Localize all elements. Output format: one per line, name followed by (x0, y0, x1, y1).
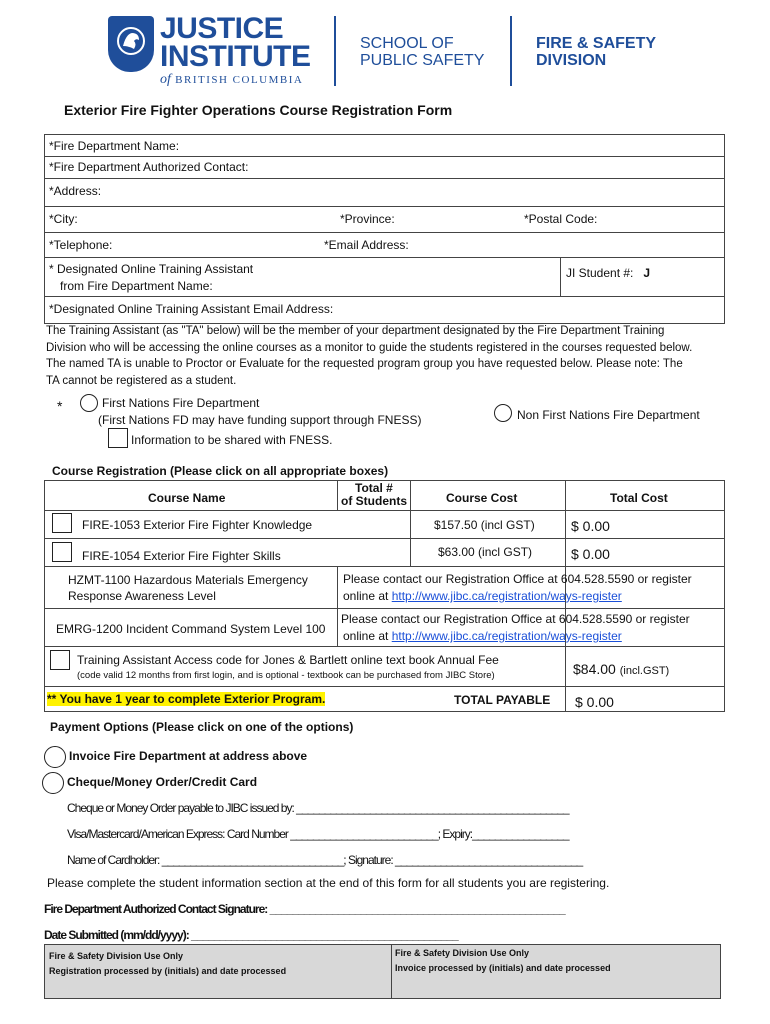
ta-name-field[interactable] (49, 262, 253, 276)
ta-access-gst: (incl.GST) (619, 665, 670, 677)
total-cost-fire-1054: $ 0.00 (571, 546, 610, 562)
logo-of: of (160, 72, 171, 87)
payment-invoice-label: Invoice Fire Department at address above (69, 749, 308, 763)
city-field[interactable]: *City: (49, 212, 78, 226)
fn-required-star: * (57, 398, 63, 414)
ta-email-field[interactable]: *Designated Online Training Assistant Email Address: (49, 302, 334, 316)
ta-access-price-value: $84.00 (573, 661, 616, 677)
address-field[interactable]: *Address: (49, 184, 102, 198)
hzmt-contact-l1: Please contact our Registration Office at 604.528.5590 or register (343, 572, 692, 586)
province-field[interactable]: *Province: (340, 212, 395, 226)
division-line1: FIRE & SAFETY (536, 35, 657, 52)
logo-text-bc (160, 72, 303, 88)
emrg-online-at: online at (343, 629, 389, 643)
office-use-left-l2: Registration processed by (initials) and date processed (49, 966, 287, 976)
postal-code-field[interactable]: *Postal Code: (524, 212, 598, 226)
non-first-nations-label: Non First Nations Fire Department (517, 408, 700, 422)
payment-cheque-radio[interactable] (42, 772, 64, 794)
office-use-right-l2: Invoice processed by (initials) and date processed (395, 963, 611, 973)
cheque-issued-by-field[interactable]: Cheque or Money Order payable to JIBC issued by: ________________________________________________ (67, 801, 569, 815)
share-fness-checkbox[interactable] (108, 428, 128, 448)
ta-access-checkbox[interactable] (50, 650, 70, 670)
course-checkbox-fire-1054[interactable] (52, 542, 72, 562)
school-name (360, 35, 484, 69)
first-nations-radio[interactable] (80, 394, 98, 412)
ta-star: * (49, 262, 54, 276)
total-payable-label: TOTAL PAYABLE (454, 693, 551, 707)
course-checkbox-fire-1053[interactable] (52, 513, 72, 533)
lion-crest-icon (108, 16, 154, 72)
ta-name-label-l1: Designated Online Training Assistant (57, 262, 254, 276)
course-name-fire-1054: FIRE-1054 Exterior Fire Fighter Skills (82, 549, 281, 563)
emrg-register-link[interactable]: http://www.jibc.ca/registration/ways-register (391, 629, 622, 643)
col-course-name: Course Name (148, 491, 226, 505)
telephone-field[interactable]: *Telephone: (49, 238, 113, 252)
email-field[interactable]: *Email Address: (324, 238, 409, 252)
course-registration-heading: Course Registration (Please click on all appropriate boxes) (52, 464, 389, 478)
course-cost-fire-1054: $63.00 (incl GST) (438, 545, 533, 559)
school-line2: PUBLIC SAFETY (360, 52, 485, 69)
emrg-contact-l2 (343, 629, 622, 643)
logo-bc-text: BRITISH COLUMBIA (175, 74, 304, 86)
office-use-left-l1: Fire & Safety Division Use Only (49, 951, 184, 961)
ta-name-label-l2: from Fire Department Name: (60, 279, 213, 293)
payment-heading: Payment Options (Please click on one of the options) (50, 720, 354, 734)
logo-text-institute: INSTITUTE (160, 40, 311, 73)
course-name-hzmt-1100-l2: Response Awareness Level (68, 589, 216, 603)
header-divider (334, 16, 336, 86)
school-line1: SCHOOL OF (360, 35, 454, 52)
dept-name-field[interactable]: *Fire Department Name: (49, 139, 180, 153)
emrg-contact-l1: Please contact our Registration Office at 604.528.5590 or register (341, 612, 690, 626)
ta-access-note: (code valid 12 months from first login, and is optional - textbook can be purchased from JIBC Store) (77, 670, 495, 681)
page-title: Exterior Fire Fighter Operations Course Registration Form (64, 102, 453, 118)
course-name-hzmt-1100-l1: HZMT-1100 Hazardous Materials Emergency (68, 573, 308, 587)
col-total-cost: Total Cost (610, 491, 668, 505)
ta-explanation: The Training Assistant (as "TA" below) will be the member of your department designated by the Fire Department Training Division who will be accessing the online courses as a monitor to guide the students registered in the courses requested below. The named TA is unable to Proctor or Evaluate for the requested program group you have requested below. Please note: The TA cannot be registered as a student. (46, 325, 693, 387)
division-line2: DIVISION (536, 52, 607, 69)
ta-access-label: Training Assistant Access code for Jones & Bartlett online text book Annual Fee (77, 653, 499, 667)
total-cost-fire-1053: $ 0.00 (571, 518, 610, 534)
ji-student-field[interactable] (566, 266, 650, 280)
total-payable-value: $ 0.00 (575, 694, 614, 710)
first-nations-label: First Nations Fire Department (102, 396, 260, 410)
office-use-right-l1: Fire & Safety Division Use Only (395, 948, 530, 958)
share-fness-label: Information to be shared with FNESS. (131, 433, 333, 447)
auth-contact-field[interactable]: *Fire Department Authorized Contact: (49, 160, 249, 174)
contact-signature-field[interactable]: Fire Department Authorized Contact Signature: ____________________________________________________ (44, 902, 565, 916)
first-nations-funding-note: (First Nations FD may have funding support through FNESS) (98, 413, 422, 427)
hzmt-register-link[interactable]: http://www.jibc.ca/registration/ways-register (391, 589, 622, 603)
cardholder-signature-field[interactable]: Name of Cardholder: ________________________________; Signature: _________________________________ (67, 853, 583, 867)
col-total-students-l1: Total # (355, 481, 393, 495)
student-info-note: Please complete the student information section at the end of this form for all students you are registering. (47, 876, 610, 890)
logo-text-justice: JUSTICE (160, 12, 284, 45)
payment-cheque-label: Cheque/Money Order/Credit Card (67, 775, 258, 789)
course-name-fire-1053: FIRE-1053 Exterior Fire Fighter Knowledge (82, 518, 313, 532)
division-name (536, 35, 656, 69)
payment-invoice-radio[interactable] (44, 746, 66, 768)
hzmt-contact-l2 (343, 589, 622, 603)
col-course-cost: Course Cost (446, 491, 518, 505)
ji-student-label: JI Student #: (566, 266, 634, 280)
hzmt-online-at: online at (343, 589, 389, 603)
course-name-emrg-1200: EMRG-1200 Incident Command System Level 100 (56, 622, 326, 636)
non-first-nations-radio[interactable] (494, 404, 512, 422)
one-year-note: ** You have 1 year to complete Exterior Program. (47, 692, 326, 706)
header-divider-2 (510, 16, 512, 86)
course-cost-fire-1053: $157.50 (incl GST) (434, 518, 535, 532)
ji-student-prefix: J (643, 266, 651, 280)
card-number-field[interactable]: Visa/Mastercard/American Express: Card Number __________________________; Expiry:_________________ (67, 827, 569, 841)
col-total-students-l2: of Students (341, 494, 407, 508)
ta-access-price (573, 661, 669, 677)
date-submitted-field[interactable]: Date Submitted (mm/dd/yyyy): _______________________________________________ (44, 928, 458, 942)
